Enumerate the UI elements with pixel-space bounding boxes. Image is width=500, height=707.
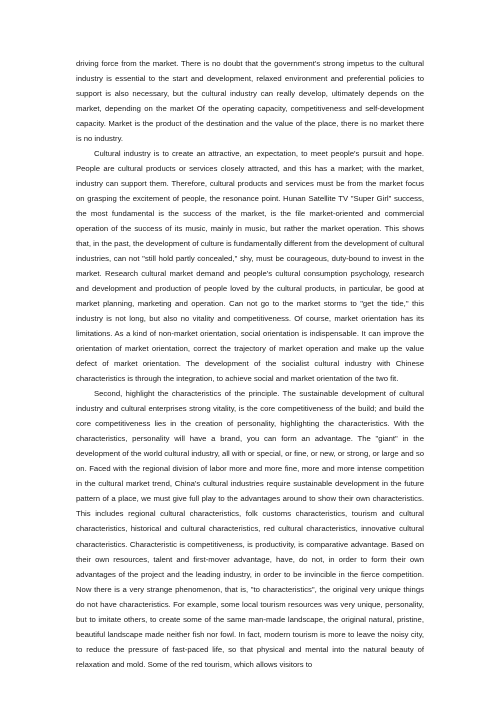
paragraph-3: Second, highlight the characteristics of the principle. The sustainable development of cultural industry and cultural enterprises strong vitality, is the core competitiveness of the build; and build the core competitiveness lies in the creation of personality, highlighting the characteristics. With the characteristics, personality will have a brand, you can form an advantage. The "giant" in the development of the world cultural industry, all with or special, or fine, or new, or strong, or large and so on. Faced with the regional division of labor more and more fine, more and more intense competition in the cultural market trend, China's cultural industries require sustainable development in the future pattern of a place, we must give full play to the advantages around to show their own characteristics. This includes regional cultural characteristics, folk customs characteristics, tourism and cultural characteristics, historical and cultural characteristics, red cultural characteristics, innovative cultural characteristics. Characteristic is competitiveness, is productivity, is comparative advantage. Based on their own resources, talent and first-mover advantage, have, do not, in order to form their own advantages of the project and the leading industry, in order to be invincible in the fierce competition. Now there is a very strange phenomenon, that is, "to characteristics", the original very unique things do not have characteristics. For example, some local tourism resources was very unique, personality, but to imitate others, to create some of the same man-made landscape, the original natural, pristine, beautiful landscape made neither fish nor fowl. In fact, modern tourism is more to leave the noisy city, to reduce the pressure of fast-paced life, so that physical and mental into the natural beauty of relaxation and mold. Some of the red tourism, which allows visitors to <box>76 389 424 669</box>
paragraph-2: Cultural industry is to create an attractive, an expectation, to meet people's pursuit and hope. People are cultural products or services closely attracted, and this has a market; with the market, industry can support them. Therefore, cultural products and services must be from the market focus on grasping the excitement of people, the resonance point. Hunan Satellite TV "Super Girl" success, the most fundamental is the success of the market, is the file market-oriented and commercial operation of the success of its music, mainly in music, but rather the market operation. This shows that, in the past, the development of culture is fundamentally different from the development of cultural industries, can not "still hold partly concealed," shy, must be courageous, duty-bound to invest in the market. Research cultural market demand and people's cultural consumption psychology, research and development and production of people loved by the cultural products, in particular, be good at market planning, marketing and operation. Can not go to the market storms to "get the tide," this industry is not long, but also no vitality and competitiveness. Of course, market orientation has its limitations. As a kind of non-market orientation, social orientation is indispensable. It can improve the orientation of market orientation, correct the trajectory of market operation and make up the value defect of market orientation. The development of the socialist cultural industry with Chinese characteristics is through the integration, to achieve social and market orientation of the two fit. <box>76 149 424 384</box>
document-body <box>76 56 424 672</box>
paragraph-1: driving force from the market. There is no doubt that the government's strong impetus to the cultural industry is essential to the start and development, relaxed environment and preferential policies to support is also necessary, but the cultural industry can really develop, ultimately depends on the market, depending on the market Of the operating capacity, competitiveness and self-development capacity. Market is the product of the destination and the value of the place, there is no market there is no industry. <box>76 59 424 144</box>
